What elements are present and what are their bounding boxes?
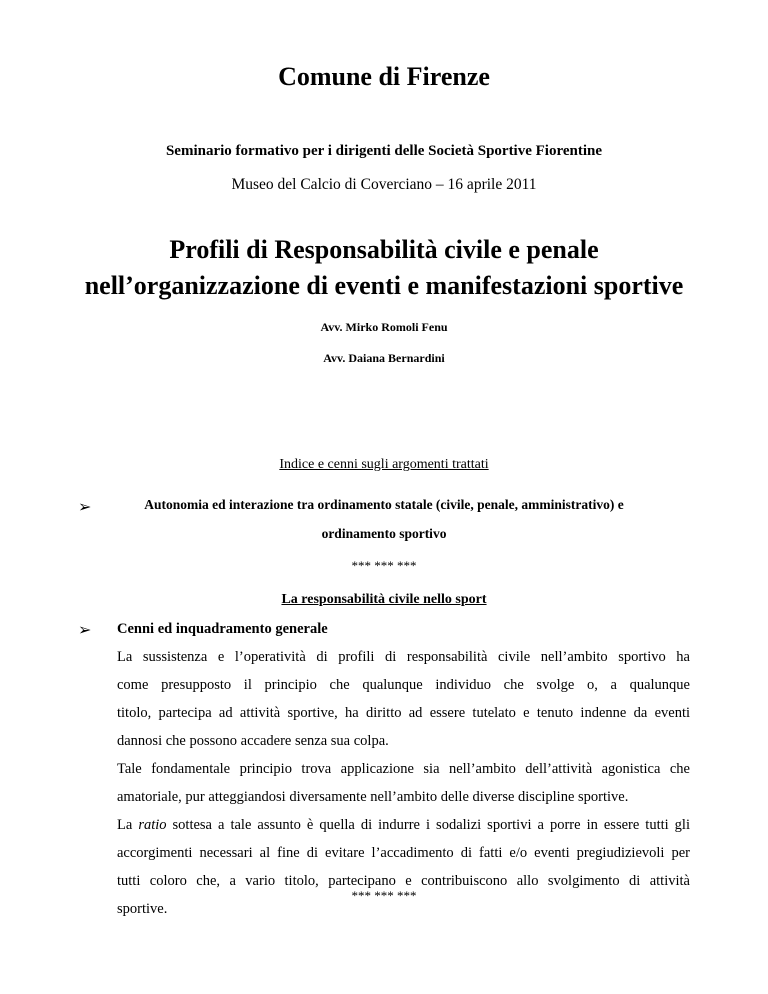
- paragraph-1-line: come presupposto il principio che qualunque individuo che svolge o, a qualunque: [117, 677, 690, 693]
- document-title: [0, 232, 768, 304]
- separator-2: *** *** ***: [351, 888, 417, 903]
- arrowhead-bullet-icon: ➢: [78, 620, 92, 639]
- venue-date: Museo del Calcio di Coverciano – 16 aprile 2011: [231, 176, 537, 193]
- author-1: Avv. Mirko Romoli Fenu: [320, 320, 448, 334]
- document-title-line2: nell’organizzazione di eventi e manifestazioni sportive: [84, 271, 684, 300]
- index-heading: Indice e cenni sugli argomenti trattati: [279, 457, 489, 472]
- paragraph-1: [117, 643, 690, 755]
- paragraph-2: [117, 755, 690, 811]
- document-title-line1: Profili di Responsabilità civile e penale: [169, 235, 599, 264]
- topic-1-line2: ordinamento sportivo: [321, 526, 447, 541]
- arrowhead-bullet-icon: ➢: [78, 497, 92, 516]
- paragraph-3-line1-rest: sottesa a tale assunto è quella di indurre i sodalizi sportivi a porre in essere tutti gli: [166, 817, 690, 833]
- paragraph-3-prefix: La: [117, 817, 139, 833]
- section-subheading: Cenni ed inquadramento generale: [117, 621, 328, 637]
- topic-1-line1: Autonomia ed interazione tra ordinamento statale (civile, penale, amministrativo) e: [144, 497, 624, 512]
- author-2: Avv. Daiana Bernardini: [323, 351, 445, 365]
- section-title: La responsabilità civile nello sport: [281, 592, 487, 607]
- paragraph-3: [117, 811, 690, 923]
- paragraph-1-line: dannosi che possono accadere senza sua colpa.: [117, 733, 389, 749]
- paragraph-1-line: titolo, partecipa ad attività sportive, ha diritto ad essere tutelato e tenuto indenne da eventi: [117, 705, 690, 721]
- paragraph-2-line: Tale fondamentale principio trova applicazione sia nell’ambito dell’attività agonistica che: [117, 761, 690, 777]
- organization-title: Comune di Firenze: [278, 62, 490, 91]
- paragraph-3-italic-term: ratio: [138, 817, 167, 833]
- seminar-title: Seminario formativo per i dirigenti delle Società Sportive Fiorentine: [165, 143, 603, 159]
- paragraph-1-line: La sussistenza e l’operatività di profili di responsabilità civile nell’ambito sportivo ha: [117, 649, 690, 665]
- paragraph-3-line: tutti coloro che, a vario titolo, partecipano e contribuiscono allo svolgimento di attività: [117, 873, 690, 889]
- paragraph-3-line: accorgimenti necessari al fine di evitare l’accadimento di fatti e/o eventi pregiudizievoli per: [117, 845, 690, 861]
- paragraph-2-line: amatoriale, pur atteggiandosi diversamente nell’ambito delle diverse discipline sportive.: [117, 789, 629, 805]
- paragraph-3-line: [117, 811, 690, 839]
- separator-1: *** *** ***: [351, 558, 417, 573]
- paragraph-3-line: sportive.: [117, 901, 168, 917]
